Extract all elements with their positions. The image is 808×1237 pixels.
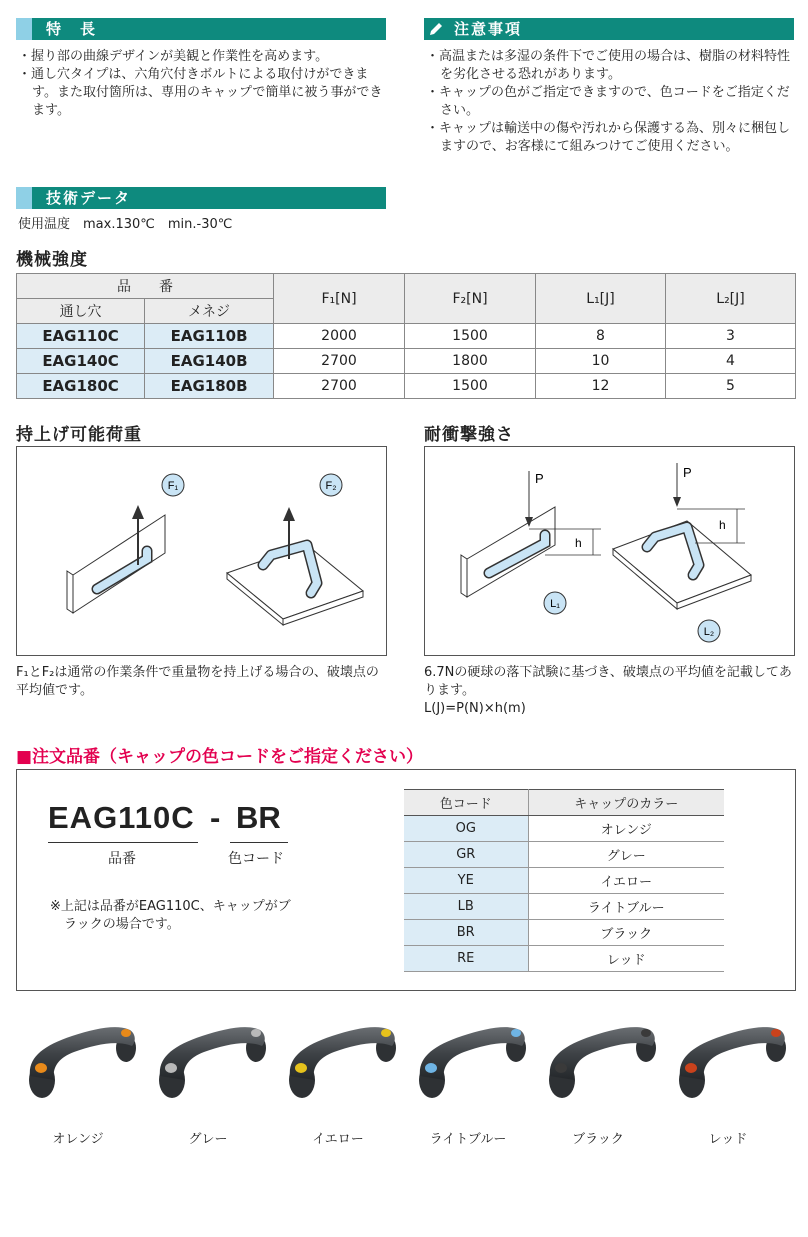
header-square-icon <box>16 187 32 209</box>
handle-label: ライトブルー <box>429 1132 507 1147</box>
cell-f2: 1500 <box>405 324 536 349</box>
impact-title: 耐衝撃強さ <box>424 425 514 445</box>
p-label: P <box>683 465 692 480</box>
table-row: OG オレンジ <box>404 816 724 842</box>
cell-female: EAG180B <box>145 374 274 399</box>
order-color-code: BR <box>236 800 281 835</box>
th-cap-color: キャップのカラー <box>528 790 724 816</box>
order-title: ■注文品番（キャップの色コードをご指定ください） <box>16 747 424 767</box>
code-underline <box>230 842 288 843</box>
impact-diagram <box>424 446 795 656</box>
cell-l2: 4 <box>666 349 796 374</box>
color-code-table <box>404 789 724 972</box>
order-dash: - <box>210 800 221 835</box>
operating-temperature: 使用温度 max.130℃ min.-30℃ <box>18 217 233 232</box>
cell-f1: 2000 <box>274 324 405 349</box>
table-row: LB ライトブルー <box>404 894 724 920</box>
cell-female: EAG110B <box>145 324 274 349</box>
strength-table <box>16 273 796 399</box>
cell-f2: 1800 <box>405 349 536 374</box>
cell-l1: 12 <box>536 374 666 399</box>
lift-diagram <box>16 446 387 656</box>
list-item: ・ キャップの色がご指定できますので、色コードをご指定ください。 <box>426 84 798 120</box>
cautions-list <box>426 48 798 156</box>
tech-header: 技術データ <box>16 187 386 209</box>
h-label: h <box>719 518 726 532</box>
th-color-code: 色コード <box>404 790 528 816</box>
l2-label: L₂ <box>703 626 715 638</box>
handle-label: オレンジ <box>52 1132 104 1147</box>
pencil-icon <box>424 18 448 40</box>
handle-image <box>672 1018 792 1108</box>
th-l2: L₂[J] <box>666 274 796 324</box>
th-part: 品 番 <box>17 274 274 299</box>
p-label: P <box>535 471 544 486</box>
table-row: GR グレー <box>404 842 724 868</box>
handle-label: グレー <box>188 1132 228 1147</box>
impact-note-text: 6.7Nの硬球の落下試験に基づき、破壊点の平均値を記載してあります。 <box>424 665 792 698</box>
header-square-icon <box>16 18 32 40</box>
cell-l2: 5 <box>666 374 796 399</box>
list-item: ・ キャップは輸送中の傷や汚れから保護する為、別々に梱包しますので、お客様にて組みつけてご使用ください。 <box>426 120 798 156</box>
handle-image <box>282 1018 402 1108</box>
f2-label: F₂ <box>325 480 337 492</box>
th-f1: F₁[N] <box>274 274 405 324</box>
lift-note: F₁とF₂は通常の作業条件で重量物を持上げる場合の、破壊点の平均値です。 <box>16 665 379 698</box>
impact-note <box>424 664 796 718</box>
th-through: 通し穴 <box>17 299 145 324</box>
handle-image <box>542 1018 662 1108</box>
handle-label: ブラック <box>572 1132 624 1147</box>
l1-label: L₁ <box>550 598 560 610</box>
list-item: ・ 通し穴タイプは、六角穴付きボルトによる取付けができます。また取付箇所は、専用のキャップで簡単に被う事ができます。 <box>18 66 390 120</box>
cell-f1: 2700 <box>274 349 405 374</box>
handle-label: イエロー <box>312 1132 364 1147</box>
strength-title: 機械強度 <box>16 250 88 270</box>
impact-formula: L(J)=P(N)×h(m) <box>424 701 526 716</box>
part-underline <box>48 842 198 843</box>
th-female: メネジ <box>145 299 274 324</box>
cell-female: EAG140B <box>145 349 274 374</box>
table-row <box>17 349 796 374</box>
th-f2: F₂[N] <box>405 274 536 324</box>
table-row <box>17 374 796 399</box>
table-row <box>17 324 796 349</box>
features-list <box>18 48 390 120</box>
cautions-header: 注意事項 <box>424 18 794 40</box>
lift-title: 持上げ可能荷重 <box>16 425 142 445</box>
cell-f1: 2700 <box>274 374 405 399</box>
order-note: ※上記は品番がEAG110C、キャップがブラックの場合です。 <box>50 899 291 932</box>
cell-l2: 3 <box>666 324 796 349</box>
part-label: 品番 <box>108 851 136 867</box>
handle-image <box>412 1018 532 1108</box>
f1-label: F₁ <box>167 480 179 492</box>
cell-l1: 10 <box>536 349 666 374</box>
cell-through: EAG140C <box>17 349 145 374</box>
list-item: ・ 握り部の曲線デザインが美観と作業性を高めます。 <box>18 48 390 66</box>
features-header: 特 長 <box>16 18 386 40</box>
order-part-number: EAG110C <box>48 800 195 835</box>
th-l1: L₁[J] <box>536 274 666 324</box>
code-label: 色コード <box>228 851 284 867</box>
handle-image <box>22 1018 142 1108</box>
list-item: ・ 高温または多湿の条件下でご使用の場合は、樹脂の材料特性を劣化させる恐れがあります。 <box>426 48 798 84</box>
h-label: h <box>575 536 582 550</box>
cell-l1: 8 <box>536 324 666 349</box>
table-row: BR ブラック <box>404 920 724 946</box>
handle-label: レッド <box>708 1132 748 1147</box>
cell-through: EAG180C <box>17 374 145 399</box>
handle-image <box>152 1018 272 1108</box>
table-row: YE イエロー <box>404 868 724 894</box>
table-row: RE レッド <box>404 946 724 972</box>
cell-f2: 1500 <box>405 374 536 399</box>
cell-through: EAG110C <box>17 324 145 349</box>
